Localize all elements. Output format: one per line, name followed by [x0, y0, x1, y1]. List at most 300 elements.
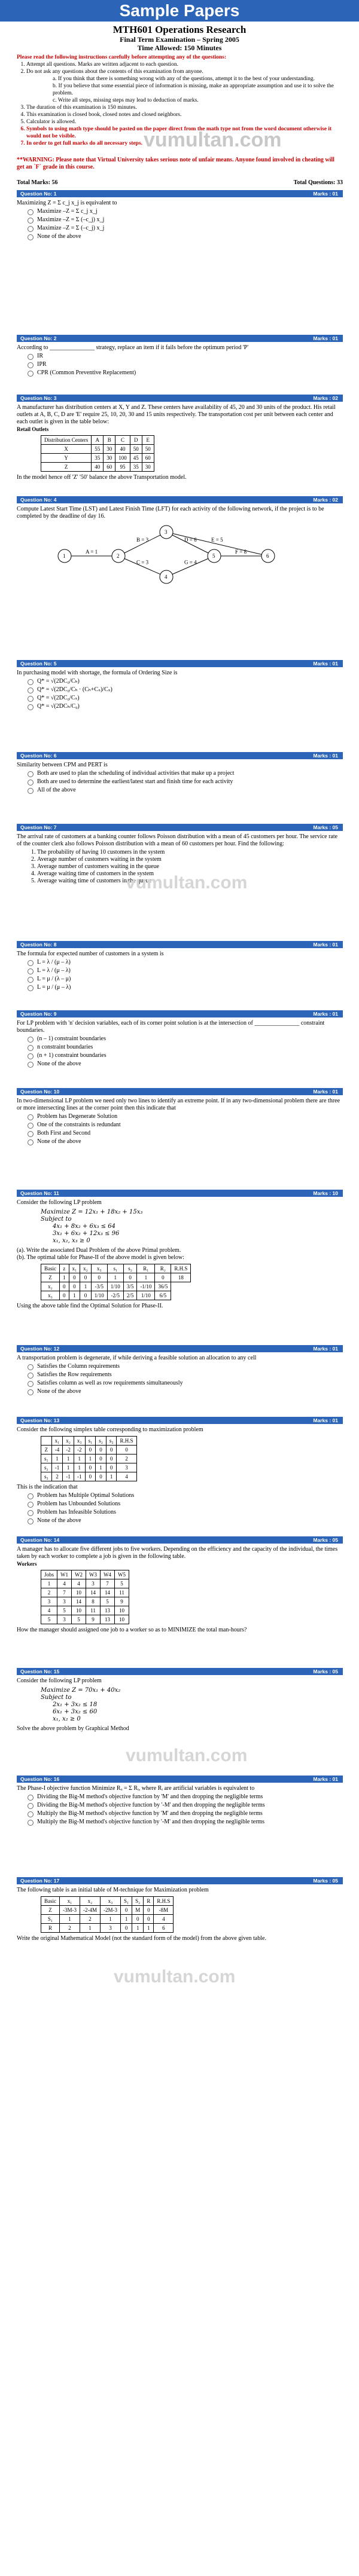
answer-option[interactable]: [28, 967, 343, 974]
table-cell: 1: [137, 1273, 155, 1282]
table-header-cell: Distribution Centers: [41, 436, 92, 445]
question-marks: Marks : 01: [313, 335, 338, 341]
table-cell: 14: [101, 1588, 115, 1597]
activity-label: B = 3: [136, 537, 149, 543]
question-header-bar: [17, 1417, 343, 1424]
table-cell: -3M-3: [60, 1906, 80, 1915]
question-marks: Marks : 01: [313, 1417, 338, 1423]
lp-line: 2x₁ + 3x₂ ≤ 18: [53, 1701, 98, 1708]
table-header-cell: R₁: [137, 1264, 155, 1273]
table-cell: 50: [130, 445, 142, 454]
table-cell: 1: [60, 1273, 69, 1282]
radio-button[interactable]: [28, 1053, 34, 1059]
table-cell: 1: [132, 1924, 144, 1933]
watermark: vumultan.com: [126, 1746, 248, 1765]
answer-option[interactable]: [28, 369, 343, 377]
answer-option-text: L = λ / (μ – λ): [37, 967, 71, 974]
radio-button[interactable]: [28, 771, 34, 777]
question-number: Question No: 4: [20, 497, 57, 503]
table-cell: 60: [104, 463, 115, 472]
question-body: [17, 1098, 343, 1147]
answer-option-text: Problem has Degenerate Solution: [37, 1113, 118, 1120]
radio-button[interactable]: [28, 985, 34, 991]
table-header-cell: B: [104, 436, 115, 445]
table-header-cell: S₂: [132, 1897, 144, 1906]
answer-option-text: Q* = √(2DC₀/Cₕ · (Cₕ+Cₛ)/Cₛ): [37, 686, 112, 693]
table-header-row: [41, 1570, 129, 1579]
table-cell: 1: [107, 1273, 123, 1282]
question-header-bar: [17, 941, 343, 948]
answer-option-text: (n – 1) constraint boundaries: [37, 1035, 106, 1042]
question-header-bar: [17, 1088, 343, 1095]
table-cell: -2M-3: [101, 1906, 121, 1915]
question-number: Question No: 13: [20, 1417, 60, 1423]
table-header-cell: D: [130, 436, 142, 445]
radio-button[interactable]: [28, 1364, 34, 1370]
network-arrow: [118, 532, 166, 556]
table-header-cell: [41, 1437, 52, 1446]
table-cell: 5: [57, 1606, 72, 1615]
network-node-label: 4: [165, 574, 168, 580]
lp-line: 6x₁ + 3x₂ ≤ 60: [53, 1709, 98, 1715]
radio-button[interactable]: [28, 362, 34, 368]
radio-button[interactable]: [28, 687, 34, 693]
radio-button[interactable]: [28, 1381, 34, 1387]
table-cell: 3: [86, 1579, 101, 1588]
radio-button[interactable]: [28, 209, 34, 215]
answer-option[interactable]: [28, 695, 343, 702]
question-text: In two-dimensional LP problem we need only two lines to identify an extreme point. If in any two-dimensional problem there are three or more intersecting lines at the corner point then this indicate that: [17, 1098, 340, 1111]
answer-option[interactable]: [28, 1130, 343, 1137]
answer-option[interactable]: [28, 1501, 343, 1508]
radio-button[interactable]: [28, 968, 34, 974]
radio-button[interactable]: [28, 1820, 34, 1826]
table-cell: 0: [121, 1924, 132, 1933]
question-marks: Marks : 05: [313, 1537, 338, 1543]
radio-button[interactable]: [28, 1795, 34, 1801]
question-note: In the model hence off 'Z' '50' balance the above Transportation model.: [17, 474, 187, 481]
table-header-row: [41, 436, 154, 445]
question-marks: Marks : 01: [313, 191, 338, 197]
table-header-cell: s₂: [96, 1437, 107, 1446]
table-cell: 0: [132, 1915, 144, 1924]
answer-option[interactable]: [28, 1819, 343, 1826]
watermark: vumultan.com: [126, 873, 248, 893]
question-number: Question No: 8: [20, 942, 57, 948]
radio-button[interactable]: [28, 1811, 34, 1817]
answer-option[interactable]: [28, 1492, 343, 1499]
table-row: [41, 1472, 137, 1481]
table-cell: -3/5: [91, 1282, 107, 1291]
question-text: The following table is an initial table of M-technique for Maximization problem: [17, 1887, 209, 1893]
lp-model: [41, 1209, 343, 1245]
answer-option[interactable]: [28, 1113, 343, 1120]
question-note: Using the above table find the Optimal Solution for Phase-II.: [17, 1303, 163, 1309]
question-number: Question No: 16: [20, 1776, 60, 1782]
answer-option[interactable]: [28, 703, 343, 710]
table-cell: 5: [101, 1597, 115, 1606]
radio-button[interactable]: [28, 1139, 34, 1145]
question-number: Question No: 1: [20, 191, 57, 197]
radio-button[interactable]: [28, 218, 34, 224]
table-row: [41, 1282, 191, 1291]
answer-option[interactable]: [28, 1517, 343, 1524]
question-text: A transportation problem is degenerate, if while deriving a feasible solution an allocation to any cell: [17, 1355, 257, 1361]
answer-option[interactable]: [28, 1793, 343, 1801]
radio-button[interactable]: [28, 1389, 34, 1395]
answer-option[interactable]: [28, 361, 343, 368]
radio-button[interactable]: [28, 704, 34, 710]
table-header-cell: s₁: [107, 1264, 123, 1273]
table-cell: 3: [101, 1924, 121, 1933]
table-cell: 95: [115, 463, 130, 472]
question-marks: Marks : 01: [313, 753, 338, 759]
table-cell: 1: [60, 1915, 80, 1924]
question-text: Consider the following LP problem: [17, 1677, 102, 1684]
table-cell: 1/10: [91, 1291, 107, 1300]
answer-option-text: Satisfies the Column requirements: [37, 1363, 120, 1370]
question-text: Compute Latest Start Time (LST) and Latest Finish Time (LFT) for each activity of the following network, if the project is to be completed by the deadline of day 16.: [17, 506, 324, 520]
project-network-diagram: [29, 520, 316, 586]
table-header-cell: x₂: [63, 1437, 74, 1446]
radio-button[interactable]: [28, 780, 34, 786]
answer-option[interactable]: [28, 1138, 343, 1145]
radio-button[interactable]: [28, 1502, 34, 1508]
answer-option[interactable]: [28, 787, 343, 794]
radio-button[interactable]: [28, 1518, 34, 1524]
question-body: [17, 1677, 343, 1732]
network-node-label: 1: [63, 553, 66, 559]
table-cell: 2: [41, 1588, 57, 1597]
table-header-cell: s₂: [123, 1264, 137, 1273]
table-cell: -1: [63, 1472, 74, 1481]
question-note: How the manager should assigned one job to a worker so as to MINIMIZE the total man-hours?: [17, 1627, 247, 1633]
table-header-cell: W4: [101, 1570, 115, 1579]
question-marks: Marks : 10: [313, 1190, 338, 1196]
question-number: Question No: 11: [20, 1190, 59, 1196]
table-cell: 5: [72, 1615, 86, 1624]
answer-option[interactable]: [28, 1388, 343, 1395]
answer-option[interactable]: [28, 216, 343, 224]
total-questions: Total Questions: 33: [293, 179, 343, 186]
answer-option[interactable]: [28, 353, 343, 360]
radio-button[interactable]: [28, 679, 34, 685]
table-header-cell: W3: [86, 1570, 101, 1579]
question-text: In purchasing model with shortage, the formula of Ordering Size is: [17, 670, 178, 676]
answer-option-text: None of the above: [37, 1138, 81, 1145]
answer-option-text: (n + 1) constraint boundaries: [37, 1052, 107, 1059]
table-cell: 1/10: [137, 1291, 155, 1300]
table-cell: 1: [121, 1915, 132, 1924]
answer-option[interactable]: [28, 959, 343, 966]
radio-button[interactable]: [28, 1803, 34, 1809]
table-cell: 4: [154, 1915, 174, 1924]
answer-option-text: None of the above: [37, 1388, 81, 1395]
question-body: [17, 200, 343, 242]
question-header-bar: [17, 395, 343, 402]
instruction-item: 4. This examination is closed book, closed notes and closed neighbors.: [26, 111, 340, 118]
question-text: The Phase-I objective function Minimize Rₒ = Σ Rᵢ, where Rᵢ are artificial variables is equivalent to: [17, 1785, 255, 1792]
list-item: 1. The probability of having 10 customers in the system: [37, 849, 343, 856]
course-title: MTH601 Operations Research: [112, 24, 247, 35]
table-header-cell: x₂: [80, 1897, 101, 1906]
answer-option-text: Dividing the Big-M method's objective function by 'M' and then dropping the negligible terms: [37, 1793, 263, 1800]
table-header-cell: A: [92, 436, 104, 445]
table-cell: 5: [115, 1579, 129, 1588]
question-marks: Marks : 01: [313, 942, 338, 948]
answer-option-text: All of the above: [37, 787, 76, 793]
table-header-cell: s₁: [85, 1437, 96, 1446]
table-cell: 1: [85, 1454, 96, 1463]
table-cell: 3: [57, 1597, 72, 1606]
radio-button[interactable]: [28, 371, 34, 377]
answer-option[interactable]: [28, 208, 343, 215]
table-header-row: [41, 1437, 137, 1446]
network-node-label: 2: [117, 553, 120, 559]
list-item: 2. Average number of customers waiting in the system: [37, 856, 343, 863]
instruction-item: 1. Attempt all questions. Marks are written adjacent to each question.: [26, 61, 340, 68]
table-cell: 0: [155, 1273, 171, 1282]
table-cell: 1: [41, 1579, 57, 1588]
table-cell: 0: [123, 1273, 137, 1282]
radio-button[interactable]: [28, 1037, 34, 1043]
question-header-bar: [17, 1010, 343, 1017]
table-cell: 1: [74, 1454, 85, 1463]
lp-line: Subject to: [41, 1694, 72, 1701]
radio-button[interactable]: [28, 354, 34, 360]
radio-button[interactable]: [28, 977, 34, 983]
exam-title: Final Term Examination – Spring 2005: [120, 35, 239, 44]
table-row: [41, 1606, 129, 1615]
answer-option[interactable]: [28, 1122, 343, 1129]
table-cell: 3: [41, 1597, 57, 1606]
table-row: [41, 1615, 129, 1624]
answer-option[interactable]: [28, 1810, 343, 1817]
question-note: Solve the above problem by Graphical Method: [17, 1725, 129, 1732]
question-body: [17, 670, 343, 711]
table-cell: 4: [57, 1579, 72, 1588]
answer-option[interactable]: [28, 1371, 343, 1379]
table-row: [41, 454, 154, 463]
answer-option[interactable]: [28, 1509, 343, 1516]
table-cell: 35: [92, 454, 104, 463]
table-header-cell: W2: [72, 1570, 86, 1579]
table-header-cell: x₃: [91, 1264, 107, 1273]
answer-option[interactable]: [28, 778, 343, 786]
table-cell: 11: [86, 1606, 101, 1615]
table-cell: 30: [104, 454, 115, 463]
table-cell: 13: [101, 1615, 115, 1624]
answer-option[interactable]: [28, 1802, 343, 1809]
answer-option-text: L = λ / (μ – λ): [37, 959, 71, 965]
answer-option[interactable]: [28, 1363, 343, 1370]
question-marks: Marks : 01: [313, 1011, 338, 1017]
table-cell: 0: [144, 1915, 154, 1924]
table-cell: 10: [115, 1615, 129, 1624]
cheating-warning: **WARNING: Please note that Virtual University takes serious note of unfair means. Anyone found involved in cheating will get an `F` grade in this course.: [17, 157, 334, 170]
table-cell: s₁: [41, 1454, 52, 1463]
instruction-item: 3. The duration of this examination is 150 minutes.: [26, 104, 340, 111]
question-header-bar: [17, 752, 343, 759]
table-cell: 7: [101, 1579, 115, 1588]
question-subpart: (a). Write the associated Dual Problem of the above Primal problem.: [17, 1247, 181, 1254]
table-cell: 9: [86, 1615, 101, 1624]
activity-label: F = 8: [235, 549, 247, 555]
table-cell: 14: [72, 1597, 86, 1606]
question-number: Question No: 17: [20, 1878, 60, 1884]
answer-option[interactable]: [28, 984, 343, 991]
radio-button[interactable]: [28, 1114, 34, 1120]
lp-line: Subject to: [41, 1216, 72, 1223]
question-header-bar: [17, 1877, 343, 1884]
question-marks: Marks : 01: [313, 1776, 338, 1782]
question-number: Question No: 5: [20, 661, 57, 667]
radio-button[interactable]: [28, 1045, 34, 1051]
answer-option[interactable]: [28, 1061, 343, 1068]
question-body: [17, 762, 343, 795]
radio-button[interactable]: [28, 960, 34, 966]
table-cell: 1/10: [107, 1282, 123, 1291]
radio-button[interactable]: [28, 1131, 34, 1137]
radio-button[interactable]: [28, 234, 34, 240]
table-header-cell: R₂: [155, 1264, 171, 1273]
question-body: [17, 506, 343, 588]
table-header-cell: R.H.S: [117, 1437, 136, 1446]
answer-option-text: Maximize –Z = Σ c_j x_j: [37, 208, 98, 215]
radio-button[interactable]: [28, 1510, 34, 1516]
instruction-subitem: c. Write all steps, missing steps may lead to deduction of marks.: [53, 97, 199, 103]
answer-option-text: Problem has Unbounded Solutions: [37, 1501, 121, 1507]
answer-option[interactable]: [28, 678, 343, 685]
table-cell: -1/10: [137, 1282, 155, 1291]
question-header-bar: [17, 1776, 343, 1783]
question-body: [17, 404, 343, 481]
question-header-bar: [17, 1190, 343, 1197]
table-cell: S₁: [41, 1915, 60, 1924]
table-cell: 55: [92, 445, 104, 454]
activity-label: G = 4: [184, 559, 197, 566]
table-cell: Z: [41, 463, 92, 472]
answer-option-text: n constraint boundaries: [37, 1044, 93, 1050]
question-text: Maximizing Z = Σ c_j x_j is equivalent to: [17, 200, 117, 206]
table-cell: -2-4M: [80, 1906, 101, 1915]
table-row: [41, 1906, 174, 1915]
question-header-bar: [17, 335, 343, 342]
table-header-cell: x₃: [101, 1897, 121, 1906]
question-number: Question No: 2: [20, 335, 57, 341]
radio-button[interactable]: [28, 696, 34, 702]
answer-option-text: Both First and Second: [37, 1130, 91, 1136]
question-header-bar: [17, 1345, 343, 1352]
table-cell: 30: [104, 445, 115, 454]
table-cell: 1: [106, 1472, 117, 1481]
network-node-label: 3: [165, 529, 168, 535]
question-body: [17, 1887, 343, 1942]
question-number: Question No: 7: [20, 824, 57, 830]
radio-button[interactable]: [28, 1493, 34, 1499]
table-cell: -2: [63, 1446, 74, 1454]
answer-option[interactable]: [28, 976, 343, 983]
table-cell: 0: [106, 1454, 117, 1463]
radio-button[interactable]: [28, 1373, 34, 1379]
table-header-cell: x₁: [60, 1897, 80, 1906]
table-caption: Retail Outlets: [17, 426, 49, 432]
table-cell: 0: [96, 1472, 107, 1481]
question-body: [17, 1199, 343, 1310]
table-cell: 40: [115, 445, 130, 454]
radio-button[interactable]: [28, 226, 34, 232]
question-text: For LP problem with 'n' decision variables, each of its corner point solution is at the intersection of _______________ constraint boundaries.: [17, 1020, 325, 1034]
table-cell: 100: [115, 454, 130, 463]
data-table: [41, 1436, 137, 1481]
radio-button[interactable]: [28, 1123, 34, 1129]
question-number: Question No: 15: [20, 1669, 60, 1674]
table-cell: R: [41, 1924, 60, 1933]
question-header-bar: [17, 824, 343, 831]
exam-meta: [17, 179, 343, 186]
table-cell: 8: [86, 1597, 101, 1606]
table-header-row: [41, 1264, 191, 1273]
table-cell: -1: [74, 1472, 85, 1481]
table-cell: 1: [69, 1291, 80, 1300]
table-row: [41, 1454, 137, 1463]
answer-option[interactable]: [28, 1044, 343, 1051]
table-header-cell: Basic: [41, 1264, 60, 1273]
question-body: [17, 1355, 343, 1397]
question-note: Write the original Mathematical Model (not the standard form of the model) from the above given table.: [17, 1935, 266, 1942]
question-text: A manager has to allocate five different jobs to five workers. Depending on the efficiency and the capacity of the individual, the times taken by each worker to complete a job is given in the following table.: [17, 1546, 338, 1560]
activity-label: C = 3: [136, 559, 149, 566]
table-header-cell: C: [115, 436, 130, 445]
question-marks: Marks : 05: [313, 1669, 338, 1674]
answer-option-text: Maximize –Z = Σ (–c_j) x_j: [37, 216, 105, 223]
table-cell: 0: [80, 1291, 92, 1300]
table-header-cell: E: [142, 436, 154, 445]
table-cell: 60: [142, 454, 154, 463]
table-header-cell: Basic: [41, 1897, 60, 1906]
instruction-subitem: b. If you believe that some essential piece of information is missing, make an appropriate assumption and use it to solve the problem.: [53, 83, 334, 96]
answer-option[interactable]: [28, 233, 343, 240]
answer-option[interactable]: [28, 1052, 343, 1059]
activity-label: D = 6: [184, 537, 197, 543]
radio-button[interactable]: [28, 1062, 34, 1068]
lp-line: Maximize Z = 70x₁ + 40x₂: [41, 1687, 121, 1694]
question-marks: Marks : 02: [313, 497, 338, 503]
table-header-cell: s₃: [106, 1437, 117, 1446]
radio-button[interactable]: [28, 788, 34, 794]
question-body: [17, 951, 343, 992]
question-number: Question No: 3: [20, 395, 57, 401]
answer-option[interactable]: [28, 770, 343, 777]
table-caption: Workers: [17, 1561, 37, 1567]
table-header-cell: R.H.S: [154, 1897, 174, 1906]
answer-option[interactable]: [28, 225, 343, 232]
question-note: This is the indication that: [17, 1484, 78, 1490]
answer-option-text: Q* = √(2DC₀/Cₕ): [37, 678, 80, 685]
answer-option[interactable]: [28, 1035, 343, 1043]
table-cell: 2: [60, 1924, 80, 1933]
question-number: Question No: 10: [20, 1089, 60, 1095]
lp-model: [41, 1687, 343, 1723]
question-marks: Marks : 01: [313, 661, 338, 667]
table-cell: 1: [96, 1463, 107, 1472]
answer-option[interactable]: [28, 686, 343, 693]
answer-option[interactable]: [28, 1380, 343, 1387]
table-header-cell: x₁: [51, 1437, 63, 1446]
answer-option-text: IR: [37, 353, 43, 359]
table-row: [41, 1463, 137, 1472]
table-header-cell: R: [144, 1897, 154, 1906]
